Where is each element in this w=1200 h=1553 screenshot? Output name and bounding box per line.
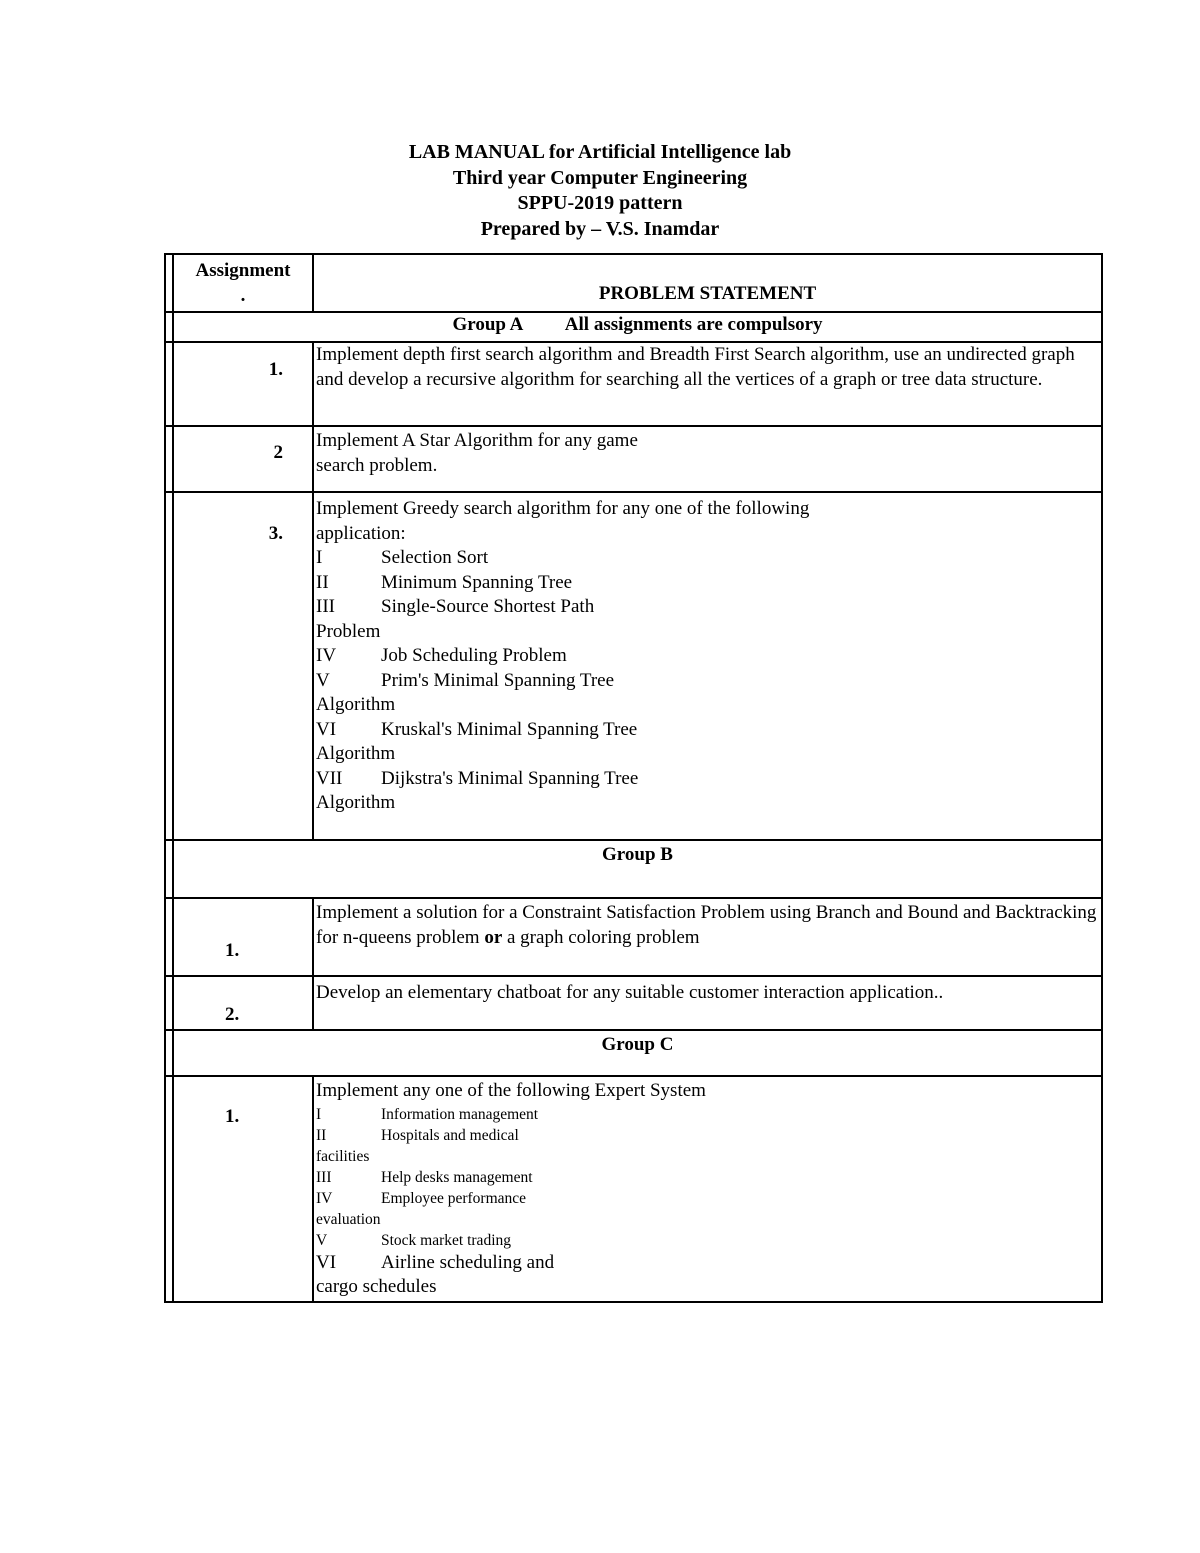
table-row (165, 1076, 1102, 1302)
title-line: LAB MANUAL for Artificial Intelligence lab (408, 141, 792, 163)
problem-statement: Develop an elementary chatboat for any suitable customer interaction application.. (313, 976, 1102, 1030)
group-a-row (165, 312, 1102, 342)
assignment-number: 3. (173, 492, 313, 840)
author-line: Prepared by – V.S. Inamdar (480, 217, 720, 240)
problem-statement: Implement a solution for a Constraint Satisfaction Problem using Branch and Bound and Backtracking for n-queens problem or a graph coloring problem (313, 898, 1102, 976)
list-item: VI Airline scheduling and (316, 1251, 555, 1273)
problem-statement: Implement any one of the following Expert System I Information management II Hospitals and medical facilities III Help desks management IV Employee performance evaluation V Stock market trading VI Airline scheduling and cargo schedules (313, 1076, 1102, 1302)
problem-statement: Implement A Star Algorithm for any game search problem. (313, 426, 1102, 492)
group-b-row (165, 840, 1102, 898)
assignment-number: 1. (173, 342, 313, 426)
table-header-row (165, 254, 1102, 312)
table-row (165, 342, 1102, 426)
table-row (165, 976, 1102, 1030)
assignment-number: 2 (173, 426, 313, 492)
list-item: VII Dijkstra's Minimal Spanning Tree (316, 767, 639, 789)
subtitle-line: Third year Computer Engineering (452, 166, 748, 189)
pattern-line: SPPU-2019 pattern (517, 192, 683, 214)
document-header (0, 140, 1200, 242)
list-item: IV Employee performance (316, 1189, 527, 1207)
problem-statement: Implement Greedy search algorithm for any one of the following application: I Selection Sort II Minimum Spanning Tree III Single-Source Shortest Path Problem IV Job Scheduling Problem V Prim's Minimal Spanning Tree Algorithm VI Kruskal's Minimal Spanning Tree Algorithm VII Dijkstra's Minimal Spanning Tree Algorithm (313, 492, 1102, 840)
list-item: V Prim's Minimal Spanning Tree (316, 669, 615, 691)
list-item: IV Job Scheduling Problem (316, 645, 567, 666)
group-c-row (165, 1030, 1102, 1076)
list-item: III Help desks management (316, 1168, 533, 1186)
list-item: VI Kruskal's Minimal Spanning Tree (316, 718, 638, 740)
table-row (165, 426, 1102, 492)
group-a-heading: Group A All assignments are compulsory (173, 312, 1102, 342)
list-item: I Selection Sort (316, 547, 489, 568)
assignment-table (164, 253, 1103, 1303)
problem-statement: Implement depth first search algorithm and Breadth First Search algorithm, use an undirected graph and develop a recursive algorithm for searching all the vertices of a graph or tree data structure. (313, 342, 1102, 426)
group-b-heading: Group B (173, 840, 1102, 898)
table-row (165, 898, 1102, 976)
group-c-heading: Group C (173, 1030, 1102, 1076)
gutter-cell (165, 254, 173, 312)
list-item: II Hospitals and medical (316, 1126, 519, 1144)
assignment-number: 1. (173, 898, 313, 976)
list-item: V Stock market trading (316, 1231, 511, 1249)
assignment-number: 2. (173, 976, 313, 1030)
problem-column-header: PROBLEM STATEMENT (313, 254, 1102, 312)
list-item: III Single-Source Shortest Path (316, 596, 595, 617)
assignment-number: 1. (173, 1076, 313, 1302)
list-item: I Information management (316, 1105, 539, 1123)
table-row (165, 492, 1102, 840)
list-item: II Minimum Spanning Tree (316, 571, 573, 593)
assignment-column-header: Assignment . (173, 254, 313, 312)
